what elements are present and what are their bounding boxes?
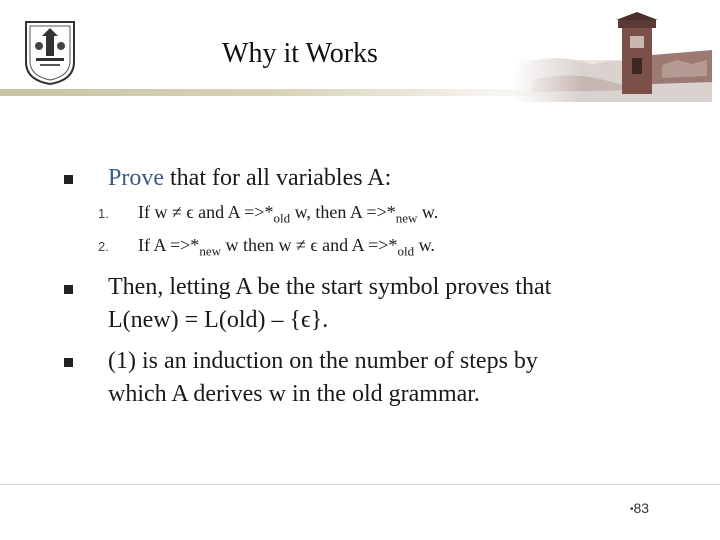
bullet-then-line2: L(new) = L(old) – {ϵ}. (108, 307, 329, 333)
bullet-marker (64, 358, 73, 367)
prove-word: Prove (108, 165, 164, 191)
footer-divider (0, 484, 720, 485)
item-number: 1. (98, 206, 109, 221)
item-number: 2. (98, 239, 109, 254)
page-number: •83 (630, 500, 650, 516)
bullet-prove (108, 162, 391, 194)
slide-title: Why it Works (222, 38, 378, 69)
numbered-item-1: If w ≠ ϵ and $A =>*_{old}$ w, then $A =>*_{new}$ w. (138, 202, 439, 226)
prove-rest: that for all variables A: (164, 165, 392, 191)
bullet-induction-line1: (1) is an induction on the number of steps by (108, 348, 538, 374)
bullet-marker (64, 285, 73, 294)
numbered-item-2: If $A =>*_{new}$ w then w ≠ ϵ and $A =>*_{old}$ w. (138, 235, 435, 259)
bullet-then-line1: Then, letting A be the start symbol proves that (108, 274, 552, 300)
university-logo (22, 18, 78, 86)
bullet-induction-line2: which A derives w in the old grammar. (108, 381, 480, 407)
title-divider (0, 89, 560, 96)
bullet-marker (64, 175, 73, 184)
